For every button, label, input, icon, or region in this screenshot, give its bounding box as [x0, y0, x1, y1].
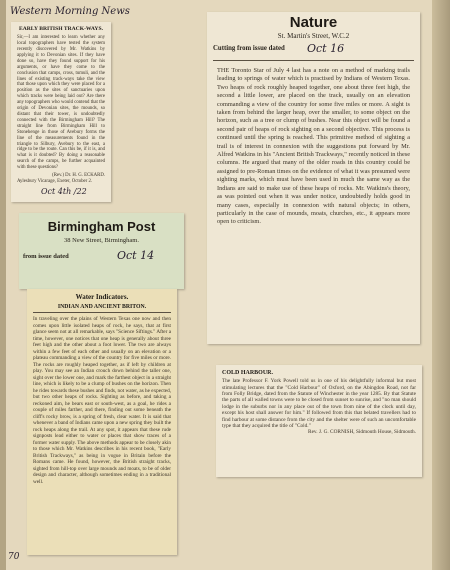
track-ways-heading: EARLY BRITISH TRACK-WAYS. [19, 26, 103, 32]
clipping-track-ways [11, 22, 111, 202]
clipping-post-header [19, 213, 184, 289]
nature-title: Nature [289, 14, 338, 31]
post-address: 38 New Street, Birmingham. [64, 237, 139, 244]
nature-rule [213, 60, 414, 61]
post-cutting-label: from issue dated [23, 253, 69, 260]
nature-cutting-label: Cutting from issue dated [213, 45, 285, 52]
page-edge [432, 0, 450, 570]
handwritten-source-label: Western Morning News [10, 6, 130, 17]
post-title: Birmingham Post [47, 219, 156, 234]
post-body: In traveling over the plains of Western Texas one now and then comes upon little isolated heaps of rock, he says, that at first glance seem not at all remarkable, says "Science Siftings." After a time, however, one notices that one heap is generally about three feet high and the other about a foot lower. The two are always within a few feet of each other and usually on an elevation or a plateau commanding a view of the country for five miles or more. The rocks are roughly heaped together, as if left by children at play. You may see an Indian crouch down behind the taller one, sight over the lower one, and mark the farthest object in a straight line, which is likely to be a clump of bushes on the horizon. Then he rides towards these bushes and finds, not water, as he expected, but two other heaps of rocks. Sighting as before, and taking a reckoned aim, he bears east or south-west, as a goal, he rides a couple of miles farther, and there, finding out some beneath the cliff's rocky brow, is a spring of fresh, clear water. It is said that whenever a band of Indians came upon a new spring they built the rock heaps along the trail. At any spot, it appears that these rude signposts lead either to water or places that show traces of a former water supply. The above methods appear to be closely akin to those which Mr. Watkins describes in his recent book, "Early British Trackways," as being in vogue in Britain before the Romans came. He found, however, the British straight tracks, sighted from hill-top over large mounds and moats, to be of older design and character, although sometimes ending in a traditional well. [33, 316, 171, 485]
page-binding [0, 0, 6, 570]
track-ways-body: Sir,—I am interested to learn whether any local topographers have tested the system recently discovered by Mr. Watkins by applying it to Devonian sites. If they have done so, have they found support for his arguments, or have they come to the conclusion that camps, cross, tumuli, and the lines of existing track-ways take the view that those upon which they were placed for a position as the sites of sanctuaries upon which tracks were being laid out? Are there any topographers who would contend that the origin of Devonian sites, the mounds, so distant that their tower, is undoubtedly connected with the Birmingham Hill? The straight line from Birmingham Hill to Stonehenge in those of Avebury forms the line of the measurements found in the triangle to Silbury, Avebury to the east, a ridge to be the route. Can this be, if it is, and what is it doubted? By doing a reasonable search of the camps, be further acquainted with these questions? [17, 35, 105, 171]
post-heading: Water Indicators. [75, 293, 129, 301]
clipping-cold-harbour [216, 365, 422, 477]
nature-handwritten-date: Oct 16 [307, 42, 345, 55]
post-rule [33, 312, 171, 313]
track-ways-signature: (Rev.) Dr. H. G. ECKARD. [52, 173, 105, 179]
post-handwritten-date: Oct 14 [117, 249, 155, 262]
track-ways-address: Aylesbury Vicarage, Exeter, October 2. [17, 178, 93, 184]
harbour-body: The late Professor F. York Powell told us in one of his delightfully informal but most stimulating lectures that the "Cold Harbour" of Oxford, on the Abingdon Road, not far from Folly Bridge, dated from the Statute of Winchester in the year 1285. By that Statute the parts of all walled towns were to be closed from sunset to sunrise, and "no man should lodge in the suburbs nor in any place out of the town from nine of the clock until day, except his host shall answer for him." If followed from this that belated travellers had to find harbour at some distance from the city and the shelter were of such an uncomfortable type that they acquired the title of "Cold." [222, 378, 416, 430]
clipping-nature [207, 12, 420, 344]
nature-address: St. Martin's Street, W.C.2 [277, 32, 350, 40]
page-number: 70 [8, 552, 20, 562]
nature-body: THE Toronto Star of July 4 last has a note on a method of marking trails leading to springs of water which is practised by Indians of Western Texas. Two heaps of rock roughly heaped together, one about three feet high, the second a little lower, are placed on the track, usually on an elevation commanding a view of the country for some five miles or more. A sight is taken from behind the larger heap, over the smaller, to some object on the horizon, such as a tree or clump of bushes. Near this object will be found a second pair of heaps of rock sighting on a second objective. This process is continued until the spring is reached. This primitive method of sighting a trail is of interest in connexion with the suggestions put forward by Mr. Alfred Watkins in his "Ancient British Trackways," recently noticed in these columns. He argued that many of the older roads in this country could be assigned to pre-Roman times on the evidence of what it was presumed were sighting marks, which must have been used in much the same way as the Indians are said to make use of these heaps of rocks. Mr. Watkins's theory, as was pointed out when it was under notice, undoubtedly holds good in many cases, especially in connexion with natural objects; in others, particularly in the case of mounds, moats, churches, etc., it appears more open to criticism. [217, 67, 410, 226]
post-subheading: INDIAN AND ANCIENT BRITON. [57, 304, 147, 310]
harbour-signature: Rev. J. G. CORNISH, Sidmouth House, Sidmouth. [308, 429, 416, 436]
harbour-heading: COLD HARBOUR. [222, 370, 274, 376]
clipping-water-indicators [27, 289, 177, 555]
track-ways-handwritten-date: Oct 4th /22 [41, 187, 87, 196]
